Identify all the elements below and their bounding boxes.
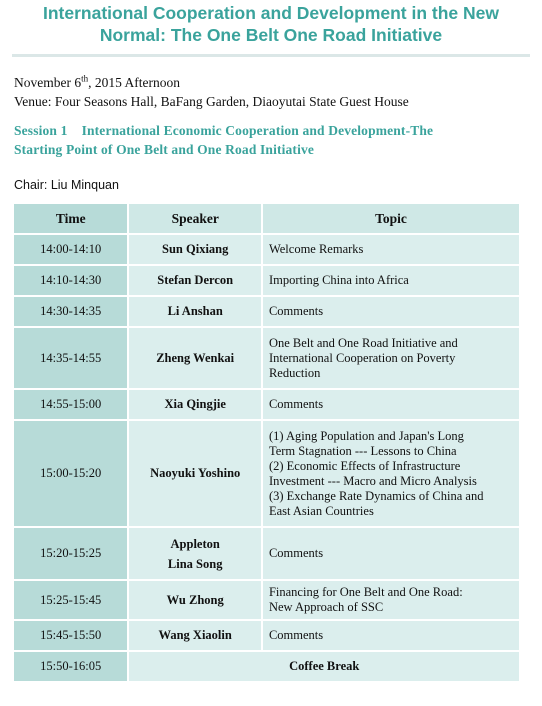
topic-line: Comments (268, 397, 324, 411)
header-speaker: Speaker (129, 204, 261, 233)
table-row (14, 621, 519, 650)
topic-line: (1) Aging Population and Japan's Long (268, 428, 464, 443)
cell-speaker (129, 328, 261, 388)
topic-line: Welcome Remarks (268, 242, 364, 256)
table-row (14, 297, 519, 326)
agenda-table (12, 202, 521, 683)
cell-time: 14:30-14:35 (14, 297, 127, 326)
cell-topic (263, 621, 519, 650)
table-row (14, 390, 519, 419)
topic-line: One Belt and One Road Initiative and (268, 335, 458, 350)
session-line-2: Starting Point of One Belt and One Road Initiative (14, 142, 315, 157)
date-suffix: th (81, 73, 89, 84)
cell-time: 14:35-14:55 (14, 328, 127, 388)
speaker-name: Wu Zhong (166, 592, 224, 607)
cell-topic (263, 390, 519, 419)
speaker-name: Xia Qingjie (164, 397, 226, 411)
topic-line: International Cooperation on Poverty (268, 350, 456, 365)
topic-line: Comments (268, 304, 324, 318)
cell-speaker (129, 390, 261, 419)
cell-time: 14:00-14:10 (14, 235, 127, 264)
cell-speaker (129, 266, 261, 295)
cell-time: 15:20-15:25 (14, 528, 127, 579)
speaker-name: Stefan Dercon (157, 273, 234, 287)
header-topic: Topic (263, 204, 519, 233)
topic-line: (2) Economic Effects of Infrastructure (268, 458, 461, 473)
table-row (14, 328, 519, 388)
topic-line: New Approach of SSC (268, 600, 384, 614)
chair: Chair: Liu Minquan (14, 178, 119, 192)
session-heading (14, 121, 529, 159)
cell-topic (263, 528, 519, 579)
topic-line: Investment --- Macro and Micro Analysis (268, 473, 477, 488)
speaker-name: Li Anshan (167, 304, 223, 318)
header-time: Time (14, 204, 127, 233)
topic-line: Reduction (268, 365, 321, 380)
table-row (14, 528, 519, 579)
session-date (14, 75, 180, 91)
topic-line: Importing China into Africa (268, 273, 409, 287)
cell-speaker (129, 421, 261, 526)
coffee-break-row (14, 652, 519, 681)
speaker-name: Lina Song (167, 556, 223, 571)
cell-time: 15:50-16:05 (14, 652, 127, 681)
speaker-name: Appleton (170, 536, 220, 551)
table-row (14, 235, 519, 264)
table-row (14, 421, 519, 526)
speaker-name: Sun Qixiang (162, 242, 229, 256)
title-line-2: Normal: The One Belt One Road Initiative (99, 25, 443, 45)
cell-speaker (129, 235, 261, 264)
cell-speaker (129, 297, 261, 326)
topic-line: Comments (268, 628, 324, 642)
cell-time: 14:55-15:00 (14, 390, 127, 419)
speaker-name: Naoyuki Yoshino (150, 466, 241, 480)
topic-line: Comments (268, 546, 324, 560)
speaker-name: Wang Xiaolin (158, 628, 232, 642)
cell-speaker (129, 581, 261, 619)
venue: Venue: Four Seasons Hall, BaFang Garden, Diaoyutai State Guest House (14, 94, 409, 109)
title-divider (12, 54, 530, 57)
topic-line: East Asian Countries (268, 503, 374, 518)
topic-line: Term Stagnation --- Lessons to China (268, 443, 457, 458)
topic-line: Financing for One Belt and One Road: (268, 585, 463, 599)
cell-time: 15:45-15:50 (14, 621, 127, 650)
session-line-1: Session 1 International Economic Cooperation and Development-The (14, 123, 434, 138)
cell-topic (263, 235, 519, 264)
cell-speaker (129, 621, 261, 650)
cell-time: 15:25-15:45 (14, 581, 127, 619)
coffee-break-label: Coffee Break (129, 652, 519, 681)
title-line-1: International Cooperation and Development in the New (42, 3, 500, 23)
document-title (0, 2, 542, 46)
cell-topic (263, 421, 519, 526)
date-text: November 6 (14, 75, 82, 90)
cell-topic (263, 581, 519, 619)
date-rest: , 2015 Afternoon (88, 75, 180, 90)
table-row (14, 581, 519, 619)
cell-time: 14:10-14:30 (14, 266, 127, 295)
table-row (14, 266, 519, 295)
topic-line: (3) Exchange Rate Dynamics of China and (268, 488, 484, 503)
agenda-body (14, 235, 519, 681)
cell-topic (263, 266, 519, 295)
cell-topic (263, 297, 519, 326)
speaker-name: Zheng Wenkai (156, 350, 235, 365)
cell-topic (263, 328, 519, 388)
cell-speaker (129, 528, 261, 579)
cell-time: 15:00-15:20 (14, 421, 127, 526)
table-header-row (14, 204, 519, 233)
